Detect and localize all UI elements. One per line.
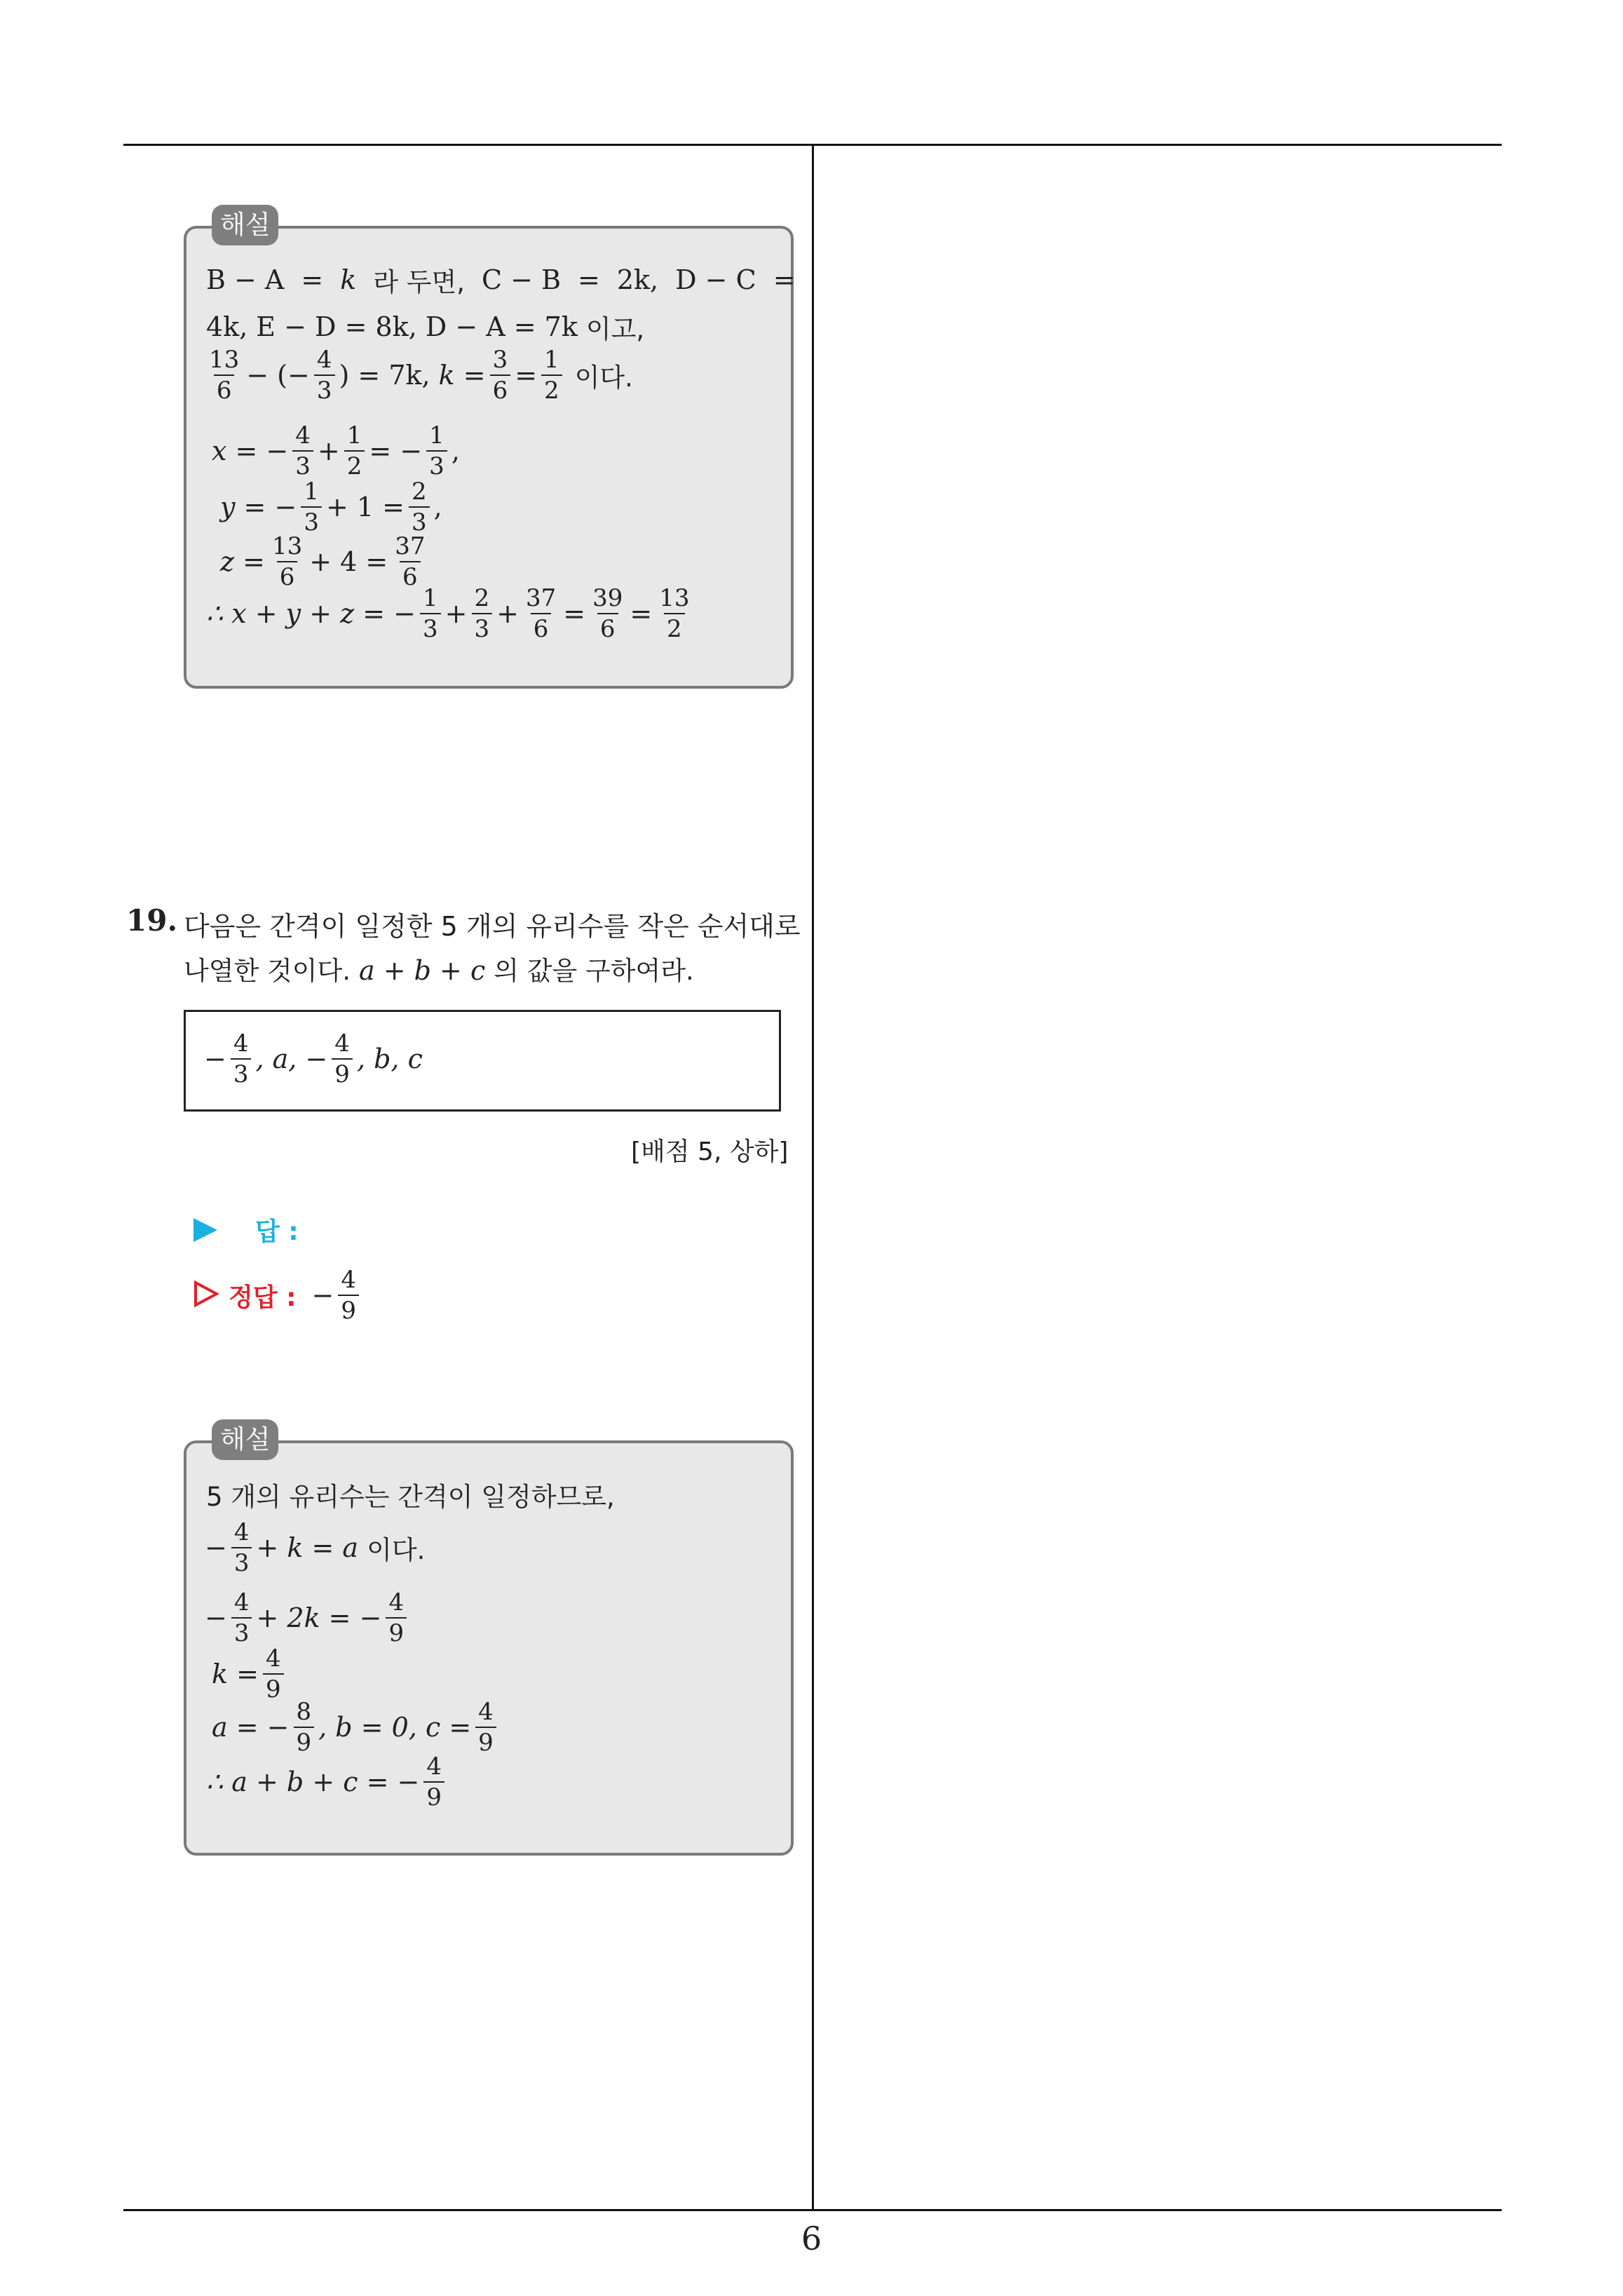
given-sequence-box	[184, 1010, 781, 1112]
sol2-line-1: 5 개의 유리수는 간격이 일정하므로,	[206, 1482, 615, 1512]
sol2-line-2: − $\frac{4}{3}$ + k = a 이다.	[205, 1518, 426, 1577]
solution-tag-2: 해설	[212, 1419, 278, 1460]
question-line-2: 나열한 것이다. a + b + c 의 값을 구하여라.	[184, 955, 694, 986]
sol1-line-3: $\frac{13}{6}$ − (− $\frac{4}{3}$ ) = 7k, k = $\frac{3}{6}$ = $\frac{1}{2}$ 이다.	[209, 346, 633, 405]
play-arrow-icon	[193, 1218, 217, 1242]
sol1-line-2: 4k, E − D = 8k, D − A = 7k 이고,	[206, 311, 645, 344]
answer-row[interactable]	[193, 1212, 299, 1248]
sol1-line-5: y = − $\frac{1}{3}$ + 1 = $\frac{2}{3}$ ,	[220, 478, 442, 536]
question-number: 19.	[126, 903, 178, 938]
correct-label: 정답 :	[229, 1283, 297, 1312]
score-label: [배점 5, 상하]	[631, 1137, 789, 1166]
sol2-line-6: ∴ a + b + c = − $\frac{4}{9}$	[206, 1755, 449, 1809]
solution-box-1	[184, 226, 794, 689]
column-divider	[812, 144, 814, 2210]
sol1-line-7: ∴ x + y + z = − $\frac{1}{3}$ + $\frac{2}{3}$ + $\frac{37}{6}$ = $\frac{39}{6}$ = $\frac{13}{2}$	[206, 584, 690, 643]
sol2-line-5: a = − $\frac{8}{9}$ , b = 0, c = $\frac{4}{9}$	[212, 1700, 501, 1755]
sol1-line-1: B − A = k 라 두면, C − B = 2k, D − C =	[206, 264, 796, 297]
sol2-line-4: k = $\frac{4}{9}$	[212, 1647, 288, 1701]
answer-label: 답 :	[255, 1217, 299, 1246]
solution-tag-1: 해설	[212, 205, 278, 245]
correct-answer-row	[193, 1268, 363, 1323]
given-sequence: − $\frac{4}{3}$ , a, − $\frac{4}{9}$ , b, c	[204, 1029, 423, 1088]
sol1-line-4: x = − $\frac{4}{3}$ + $\frac{1}{2}$ = − $\frac{1}{3}$ ,	[212, 421, 460, 480]
question-line-1: 다음은 간격이 일정한 5 개의 유리수를 작은 순서대로	[184, 911, 801, 942]
sol2-line-3: − $\frac{4}{3}$ + 2k = − $\frac{4}{9}$	[205, 1591, 411, 1645]
correct-answer-value: − $\frac{4}{9}$	[311, 1268, 362, 1323]
page-number: 6	[801, 2220, 822, 2257]
solution-box-2	[184, 1440, 794, 1856]
bottom-rule	[123, 2209, 1502, 2211]
outline-arrow-icon	[193, 1281, 219, 1310]
sol1-line-6: z = $\frac{13}{6}$ + 4 = $\frac{37}{6}$	[220, 532, 426, 591]
